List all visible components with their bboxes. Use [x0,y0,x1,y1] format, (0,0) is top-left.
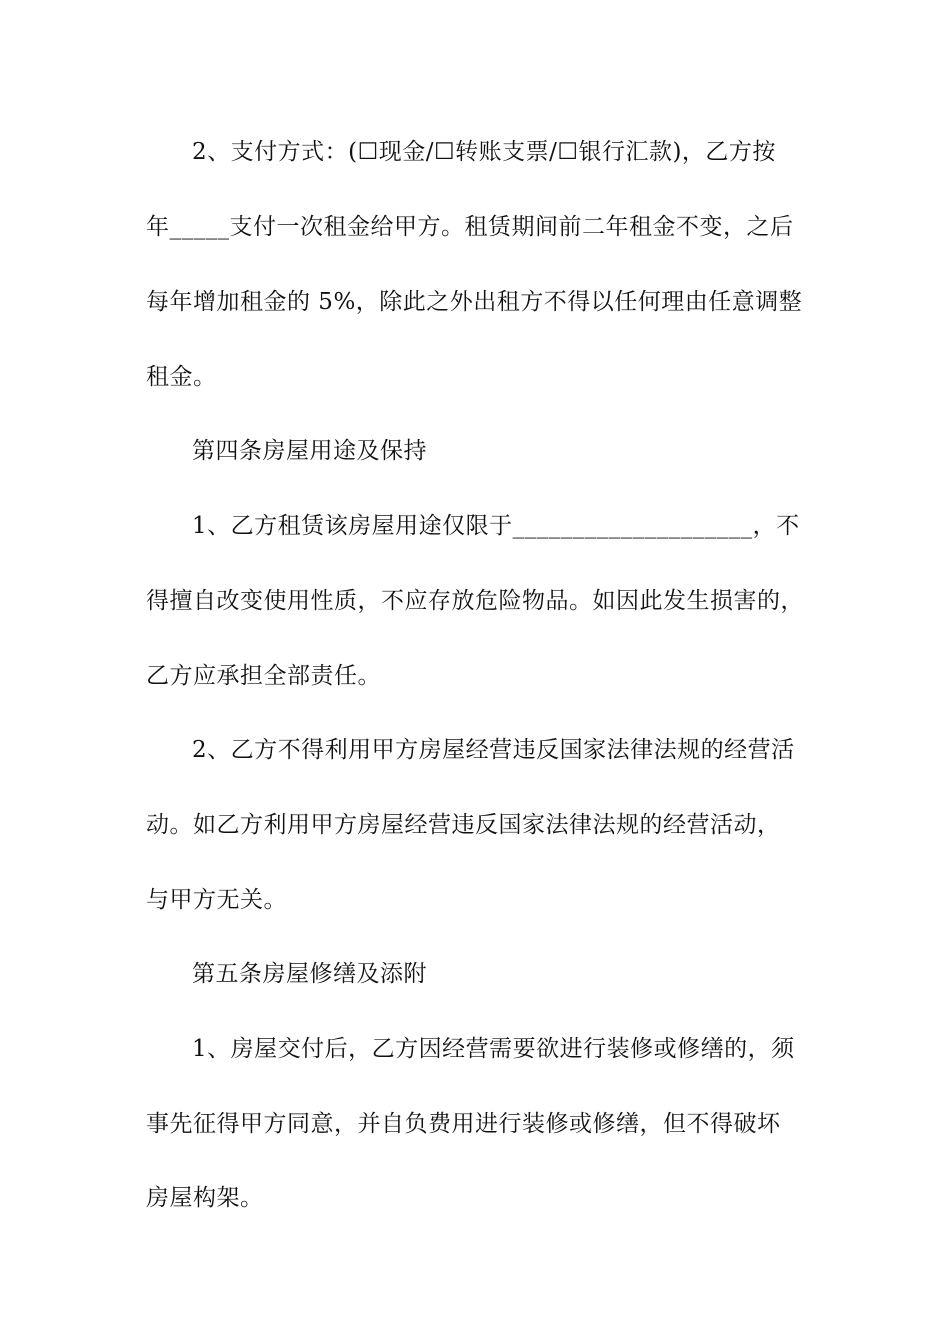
section-heading: 第四条房屋用途及保持 [192,438,427,464]
paragraph-line: 2、乙方不得利用甲方房屋经营违反国家法律法规的经营活 [192,737,795,763]
paragraph-line: 1、房屋交付后，乙方因经营需要欲进行装修或修缮的，须 [192,1036,795,1062]
paragraph-line: 2、支付方式：(☐现金/☐转账支票/☐银行汇款)，乙方按 [192,139,776,165]
section-heading: 第五条房屋修缮及添附 [192,961,427,987]
paragraph-line: 每年增加租金的 5%，除此之外出租方不得以任何理由任意调整 [146,289,803,315]
paragraph-line: 乙方应承担全部责任。 [146,663,381,689]
paragraph-line: 房屋构架。 [146,1185,264,1211]
paragraph-line: 事先征得甲方同意，并自负费用进行装修或修缮，但不得破坏 [146,1111,781,1137]
paragraph-line: 1、乙方租赁该房屋用途仅限于____________________，不 [192,513,800,539]
paragraph-line: 动。如乙方利用甲方房屋经营违反国家法律法规的经营活动， [146,812,781,838]
paragraph-line: 得擅自改变使用性质，不应存放危险物品。如因此发生损害的， [146,588,804,614]
paragraph-line: 租金。 [146,364,217,390]
paragraph-line: 年_____支付一次租金给甲方。租赁期间前二年租金不变，之后 [146,214,794,240]
paragraph-line: 与甲方无关。 [146,887,287,913]
